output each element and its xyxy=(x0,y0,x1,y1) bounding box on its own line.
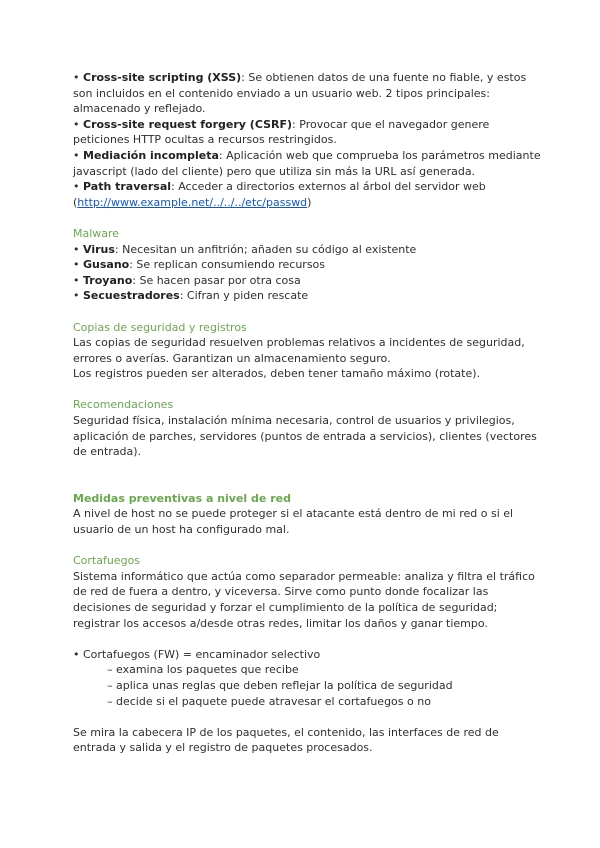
network-heading: Medidas preventivas a nivel de red xyxy=(73,491,291,505)
firewall-paragraph: Sistema informático que actúa como separador permeable: analiza y filtra el tráfico de red de fuera a dentro, y viceversa. Sirve como punto donde focalizar las decisiones de seguridad y forzar el cumplimiento de la política de seguridad; registrar los accesos a/desde otras redes, limitar los daños y ganar tiempo. xyxy=(73,569,535,630)
desc-virus: : Necesitan un anfitrión; añaden su código al existente xyxy=(114,242,417,256)
term-csrf: Cross-site request forgery (CSRF) xyxy=(83,117,293,131)
network-paragraph: A nivel de host no se puede proteger si el atacante está dentro de mi red o si el usuario de un host ha configurado mal. xyxy=(73,507,514,537)
term-path-traversal: Path traversal xyxy=(83,180,172,194)
malware-worm: • Gusano: Se replican consumiendo recursos xyxy=(73,258,326,272)
term-virus: Virus xyxy=(83,242,115,256)
malware-heading: Malware xyxy=(73,226,120,240)
backups-paragraph-1: Las copias de seguridad resuelven problemas relativos a incidentes de seguridad, errores o averías. Garantizan un almacenamiento seguro. xyxy=(73,336,525,365)
desc-path-traversal: : Acceder a directorios externos al árbol del servidor web xyxy=(171,180,486,194)
document-body xyxy=(73,70,543,756)
term-worm: Gusano xyxy=(83,258,130,272)
firewall-definition: • Cortafuegos (FW) = encaminador selectivo xyxy=(73,647,321,661)
backups-heading: Copias de seguridad y registros xyxy=(73,320,247,334)
term-incomplete-mediation: Mediación incompleta xyxy=(83,148,219,162)
firewall-item-2: – aplica unas reglas que deben reflejar la política de seguridad xyxy=(107,678,453,692)
threat-incomplete-mediation: • Mediación incompleta: Aplicación web que comprueba los parámetros mediante javascript (lado del cliente) pero que utiliza sin más la URL así generada. xyxy=(73,148,541,178)
desc-trojan: : Se hacen pasar por otra cosa xyxy=(132,273,301,287)
desc-ransomware: : Cifran y piden rescate xyxy=(179,289,309,303)
backups-paragraph-2: Los registros pueden ser alterados, deben tener tamaño máximo (rotate). xyxy=(73,367,480,381)
firewall-item-3: – decide si el paquete puede atravesar el cortafuegos o no xyxy=(107,694,431,708)
firewall-closing-paragraph: Se mira la cabecera IP de los paquetes, el contenido, las interfaces de red de entrada y salida y el registro de paquetes procesados. xyxy=(73,725,499,755)
threat-xss: • Cross-site scripting (XSS): Se obtienen datos de una fuente no fiable, y estos son incluidos en el contenido enviado a un usuario web. 2 tipos principales: almacenado y reflejado. xyxy=(73,71,527,116)
malware-ransomware: • Secuestradores: Cifran y piden rescate xyxy=(73,289,309,303)
firewall-item-1: – examina los paquetes que recibe xyxy=(107,663,299,677)
desc-csrf: : Provocar que el navegador genere peticiones HTTP ocultas a recursos restringidos. xyxy=(73,117,490,147)
firewall-heading: Cortafuegos xyxy=(73,554,141,568)
desc-xss: : Se obtienen datos de una fuente no fiable, y estos son incluidos en el contenido enviado a un usuario web. 2 tipos principales: almacenado y reflejado. xyxy=(73,71,527,116)
desc-incomplete-mediation: : Aplicación web que comprueba los parámetros mediante javascript (lado del cliente) pero que utiliza sin más la URL así generada. xyxy=(73,148,541,178)
desc-worm: : Se replican consumiendo recursos xyxy=(129,258,326,272)
path-traversal-link[interactable]: http://www.example.net/../../../etc/passwd xyxy=(77,195,308,209)
term-xss: Cross-site scripting (XSS) xyxy=(83,71,242,84)
malware-virus: • Virus: Necesitan un anfitrión; añaden su código al existente xyxy=(73,242,417,256)
malware-trojan: • Troyano: Se hacen pasar por otra cosa xyxy=(73,273,301,287)
recommendations-heading: Recomendaciones xyxy=(73,398,174,412)
recommendations-paragraph: Seguridad física, instalación mínima necesaria, control de usuarios y privilegios, aplicación de parches, servidores (puntos de entrada a servicios), clientes (vectores de entrada). xyxy=(73,414,537,459)
term-trojan: Troyano xyxy=(83,273,133,287)
threat-path-traversal: • Path traversal: Acceder a directorios externos al árbol del servidor web (http://www.example.net/../../../etc/passwd) xyxy=(73,180,486,209)
term-ransomware: Secuestradores xyxy=(83,289,180,303)
threat-csrf: • Cross-site request forgery (CSRF): Provocar que el navegador genere peticiones HTTP ocultas a recursos restringidos. xyxy=(73,117,490,147)
